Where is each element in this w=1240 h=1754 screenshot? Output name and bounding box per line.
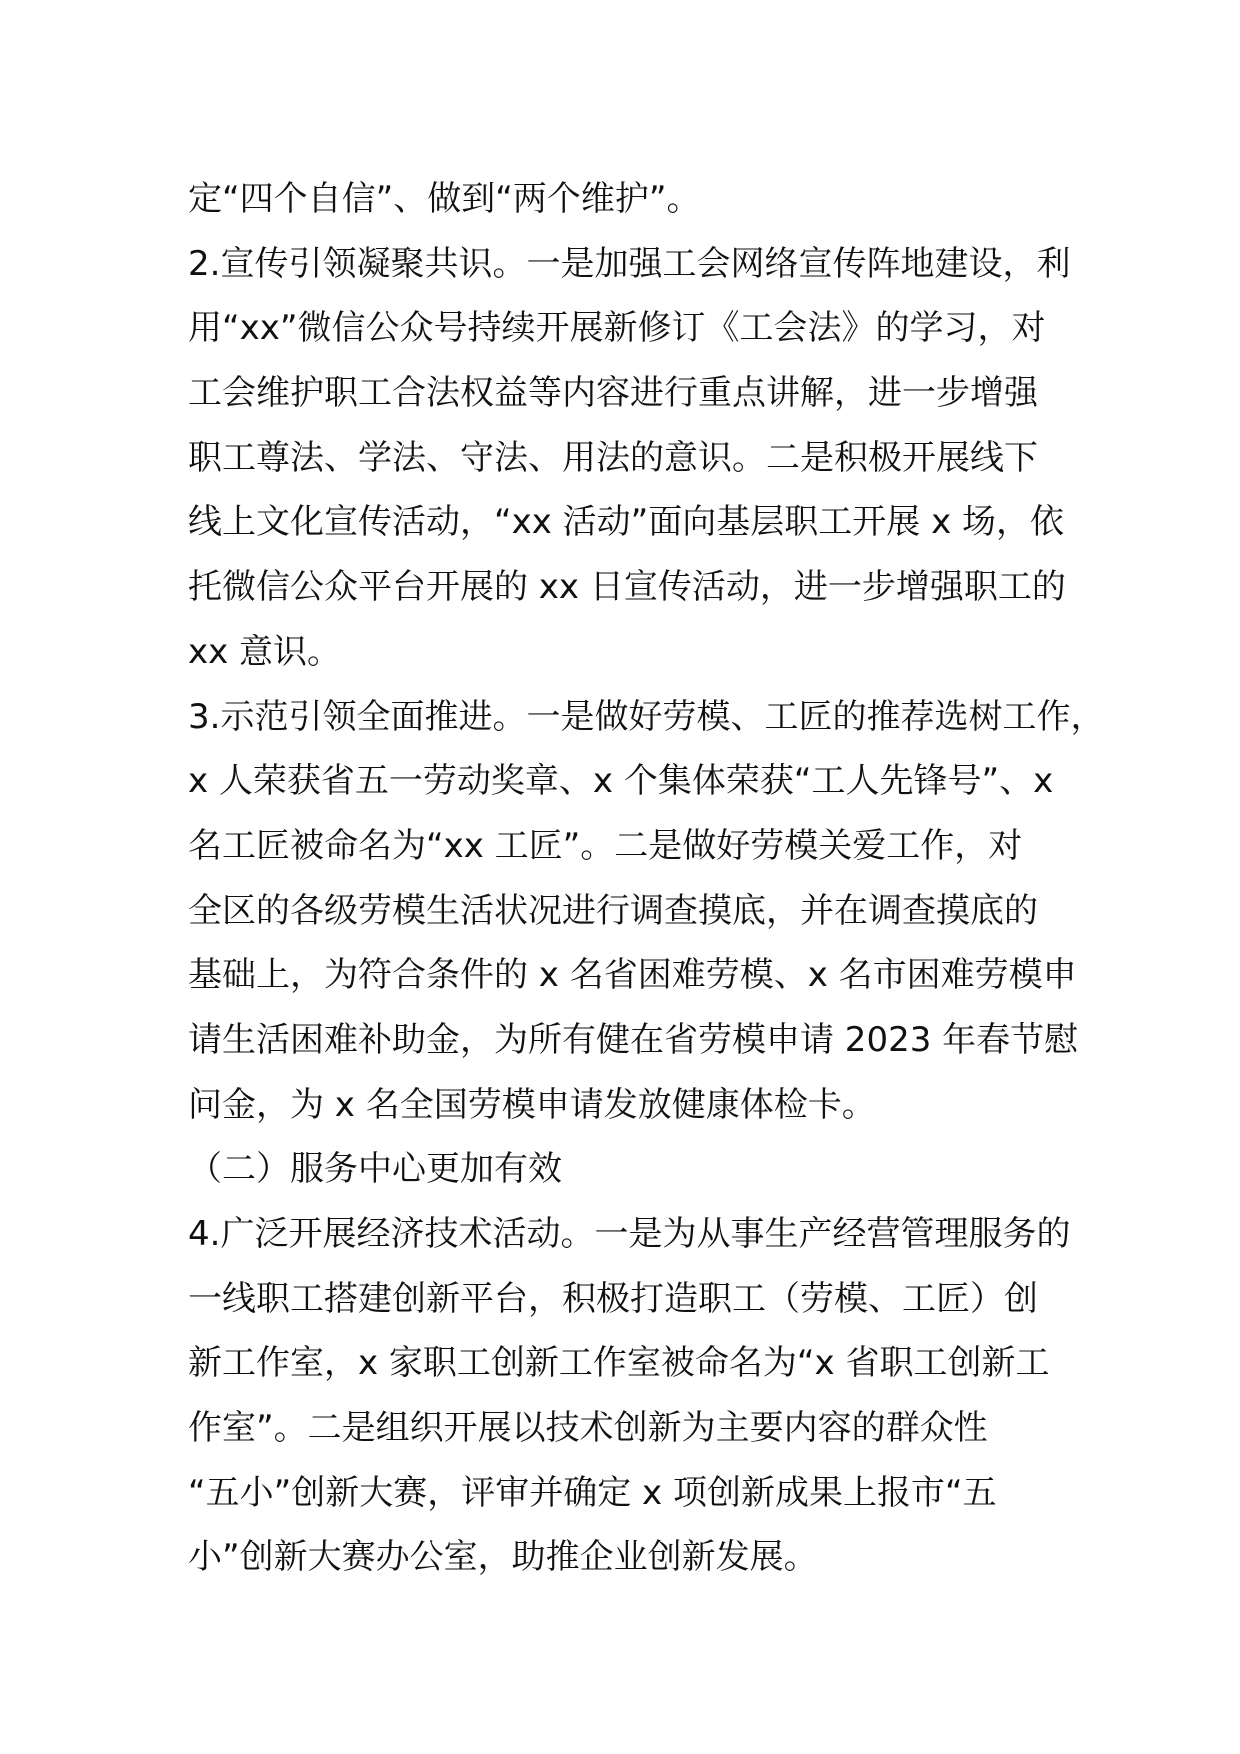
text-line: 定“四个自信”、做到“两个维护”。 bbox=[188, 179, 701, 219]
text-line: 新工作室，x 家职工创新工作室被命名为“x 省职工创新工 bbox=[188, 1343, 1050, 1384]
text-line: 职工尊法、学法、守法、用法的意识。二是积极开展线下 bbox=[188, 437, 1038, 478]
text-line: 用“xx”微信公众号持续开展新修订《工会法》的学习，对 bbox=[188, 308, 1046, 349]
text-line: xx 意识。 bbox=[188, 631, 342, 672]
text-line: 2.宣传引领凝聚共识。一是加强工会网络宣传阵地建设，利 bbox=[188, 243, 1071, 284]
text-line: 一线职工搭建创新平台，积极打造职工（劳模、工匠）创 bbox=[188, 1278, 1038, 1319]
text-line: 问金，为 x 名全国劳模申请发放健康体检卡。 bbox=[188, 1084, 876, 1125]
document-body bbox=[188, 167, 1105, 1590]
text-line: 作室”。二是组织开展以技术创新为主要内容的群众性 bbox=[188, 1408, 988, 1449]
text-line: 线上文化宣传活动，“xx 活动”面向基层职工开展 x 场，依 bbox=[188, 502, 1065, 543]
text-line: 4.广泛开展经济技术活动。一是为从事生产经营管理服务的 bbox=[188, 1214, 1071, 1254]
text-line: 工会维护职工合法权益等内容进行重点讲解，进一步增强 bbox=[188, 373, 1038, 414]
text-line: 3.示范引领全面推进。一是做好劳模、工匠的推荐选树工作， bbox=[188, 696, 1105, 737]
text-line: 请生活困难补助金，为所有健在省劳模申请 2023 年春节慰 bbox=[188, 1019, 1079, 1060]
text-line: 名工匠被命名为“xx 工匠”。二是做好劳模关爱工作，对 bbox=[188, 825, 1023, 866]
text-line: x 人荣获省五一劳动奖章、x 个集体荣获“工人先锋号”、x bbox=[188, 761, 1054, 802]
section-heading: （二）服务中心更加有效 bbox=[188, 1149, 562, 1190]
text-line: 基础上，为符合条件的 x 名省困难劳模、x 名市困难劳模申 bbox=[188, 955, 1077, 996]
text-line: 托微信公众平台开展的 xx 日宣传活动，进一步增强职工的 bbox=[188, 567, 1066, 608]
text-line: “五小”创新大赛，评审并确定 x 项创新成果上报市“五 bbox=[188, 1472, 997, 1513]
text-line: 全区的各级劳模生活状况进行调查摸底，并在调查摸底的 bbox=[188, 890, 1038, 931]
text-line: 小”创新大赛办公室，助推企业创新发展。 bbox=[188, 1537, 818, 1578]
